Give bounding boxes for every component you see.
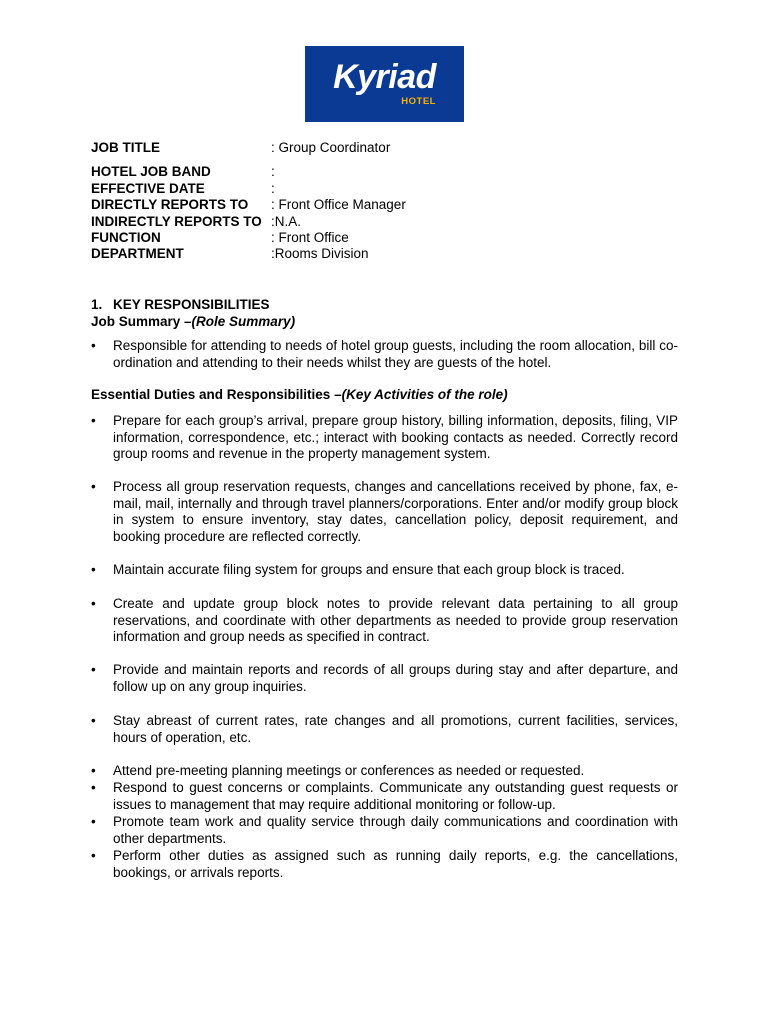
list-item: [91, 662, 678, 696]
header-value: :Rooms Division: [271, 246, 369, 261]
duties-heading: [91, 387, 508, 402]
bullet-glyph: •: [91, 848, 96, 863]
bullet-glyph: •: [91, 780, 96, 795]
bullet-text: Attend pre-meeting planning meetings or conferences as needed or requested.: [113, 763, 585, 778]
bullet-glyph: •: [91, 413, 96, 428]
bullet-glyph: •: [91, 713, 96, 728]
bullet-text: Responsible for attending to needs of hotel group guests, including the room allocation, bill co-ordination and attending to their needs whilst they are guests of the hotel.: [113, 338, 678, 370]
list-item: [91, 814, 678, 848]
duties-heading-text: Essential Duties and Responsibilities –: [91, 387, 342, 402]
header-label: JOB TITLE: [91, 140, 161, 155]
bullet-glyph: •: [91, 763, 96, 778]
list-item: [91, 780, 678, 814]
header-label: HOTEL JOB BAND: [91, 164, 211, 179]
logo-brand-text: Kyriad: [333, 58, 436, 96]
header-row-job-title: [91, 139, 691, 156]
header-row-function: [91, 229, 691, 246]
section-number: 1.: [91, 297, 103, 312]
header-label: INDIRECTLY REPORTS TO: [91, 213, 262, 229]
header-value: : Front Office Manager: [271, 197, 406, 212]
header-value: :: [271, 180, 275, 196]
header-label: FUNCTION: [91, 230, 161, 245]
list-item: [91, 338, 678, 372]
header-value: : Front Office: [271, 230, 349, 245]
header-value: : Group Coordinator: [271, 140, 391, 155]
job-summary-heading-italic: (Role Summary): [191, 314, 296, 329]
kyriad-hotel-logo: [305, 46, 464, 122]
list-item: [91, 596, 678, 646]
header-row-department: [91, 245, 691, 262]
section-key-responsibilities: [91, 297, 270, 312]
bullet-text: Perform other duties as assigned such as running daily reports, e.g. the cancellations, bookings, or arrivals reports.: [113, 848, 678, 880]
header-row-direct-reports: [91, 196, 691, 213]
logo-sub-text: HOTEL: [401, 96, 436, 107]
header-value: :: [271, 164, 275, 179]
bullet-text: Respond to guest concerns or complaints. Communicate any outstanding guest requests or issues to management that may require additional monitoring or follow-up.: [113, 780, 678, 812]
bullet-glyph: •: [91, 562, 96, 577]
bullet-glyph: •: [91, 814, 96, 829]
section-title-text: KEY RESPONSIBILITIES: [113, 297, 270, 312]
duties-heading-italic: (Key Activities of the role): [341, 387, 508, 402]
bullet-glyph: •: [91, 479, 96, 494]
header-row-indirect-reports: [91, 213, 691, 230]
list-item: [91, 763, 678, 780]
header-label: DEPARTMENT: [91, 246, 184, 261]
header-row-effective-date: [91, 180, 691, 197]
bullet-glyph: •: [91, 662, 96, 677]
list-item: [91, 848, 678, 882]
header-label: DIRECTLY REPORTS TO: [91, 197, 249, 212]
header-label: EFFECTIVE DATE: [91, 180, 205, 196]
bullet-text: Maintain accurate filing system for groups and ensure that each group block is traced.: [113, 562, 625, 577]
bullet-text: Stay abreast of current rates, rate changes and all promotions, current facilities, services, hours of operation, etc.: [113, 713, 678, 745]
list-item: [91, 713, 678, 747]
bullet-text: Create and update group block notes to provide relevant data pertaining to all group reservations, and coordinate with other departments as needed to provide group reservation information and group needs as specified in contract.: [113, 596, 678, 645]
bullet-glyph: •: [91, 596, 96, 611]
bullet-text: Provide and maintain reports and records of all groups during stay and after departure, and follow up on any group inquiries.: [113, 662, 678, 694]
job-summary-heading: [91, 314, 295, 329]
bullet-text: Process all group reservation requests, changes and cancellations received by phone, fax, e-mail, mail, internally and through travel planners/corporations. Enter and/or modify group block in system to ensure inventory, stay dates, cancellation policy, deposit requirement, and booking procedure are reflected correctly.: [113, 479, 678, 544]
header-value: :N.A.: [271, 213, 302, 229]
list-item: [91, 562, 678, 579]
header-row-job-band: [91, 163, 691, 180]
bullet-text: Promote team work and quality service through daily communications and coordination with other departments.: [113, 814, 678, 846]
bullet-text: Prepare for each group’s arrival, prepare group history, billing information, deposits, filing, VIP information, correspondence, etc.; interact with booking contacts as needed. Correctly record group rooms and revenue in the property management system.: [113, 413, 678, 462]
list-item: [91, 479, 678, 546]
bullet-glyph: •: [91, 338, 96, 353]
job-summary-heading-text: Job Summary –: [91, 314, 192, 329]
list-item: [91, 413, 678, 463]
